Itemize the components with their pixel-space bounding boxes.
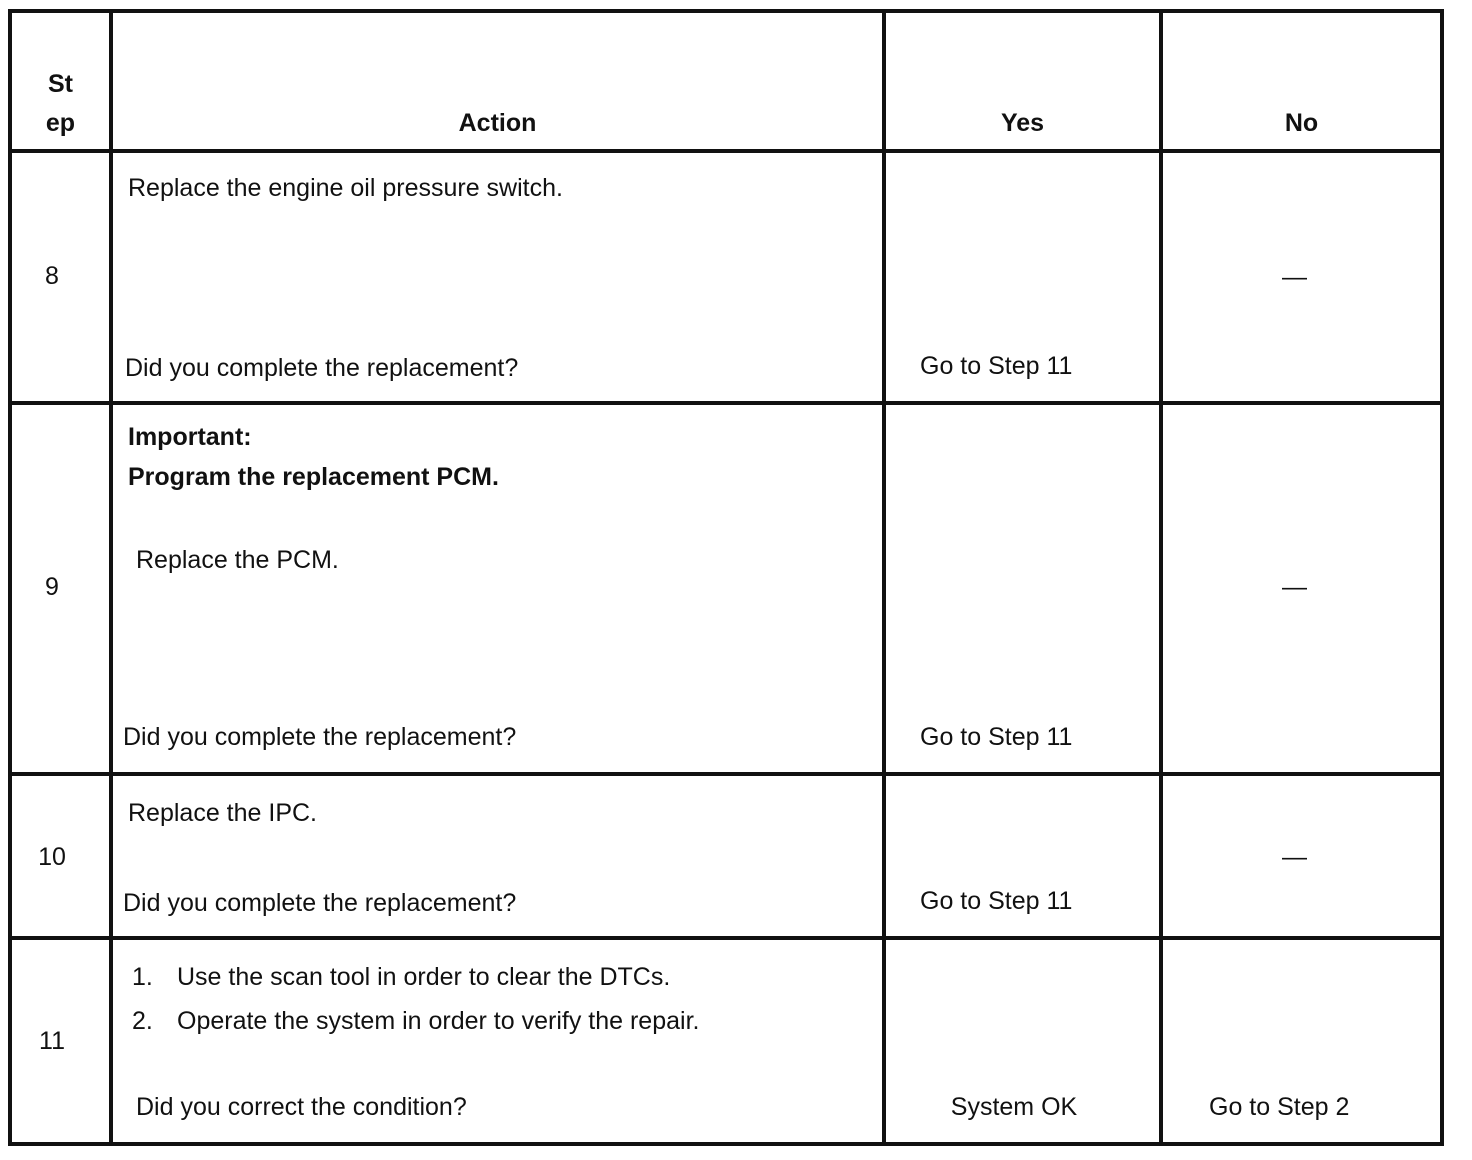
list-item-number: 1. [132, 963, 153, 991]
header-step-line1: St [48, 70, 73, 98]
table-border-bottom [8, 1142, 1444, 1146]
step-number: 9 [45, 573, 59, 601]
list-item-text: Use the scan tool in order to clear the DTCs. [177, 963, 671, 991]
action-question: Did you complete the replacement? [125, 354, 519, 382]
no-result: Go to Step 2 [1209, 1093, 1350, 1121]
yes-result: Go to Step 11 [920, 887, 1073, 915]
column-divider-step-action [109, 9, 113, 1146]
row-divider-header [8, 149, 1444, 153]
row-divider-8 [8, 401, 1444, 405]
step-number: 8 [45, 262, 59, 290]
column-divider-action-yes [882, 9, 886, 1146]
action-question: Did you correct the condition? [136, 1093, 467, 1121]
action-question: Did you complete the replacement? [123, 889, 517, 917]
action-text: Replace the PCM. [136, 546, 339, 574]
yes-result: Go to Step 11 [920, 723, 1073, 751]
list-item-number: 2. [132, 1007, 153, 1035]
table-border-top [8, 9, 1444, 13]
yes-result: Go to Step 11 [920, 352, 1073, 380]
important-text: Program the replacement PCM. [128, 463, 499, 491]
step-number: 10 [38, 843, 66, 871]
row-divider-10 [8, 936, 1444, 940]
action-question: Did you complete the replacement? [123, 723, 517, 751]
list-item-text: Operate the system in order to verify the repair. [177, 1007, 700, 1035]
header-step-line2: ep [45, 109, 76, 137]
action-text: Replace the IPC. [128, 799, 317, 827]
important-label: Important: [128, 423, 252, 451]
header-action: Action [458, 109, 537, 137]
table-border-right [1440, 9, 1444, 1146]
no-result: — [1282, 573, 1307, 601]
no-result: — [1282, 263, 1307, 291]
row-divider-9 [8, 772, 1444, 776]
header-no: No [1284, 109, 1319, 137]
yes-result: System OK [950, 1093, 1078, 1121]
step-number: 11 [39, 1027, 65, 1055]
action-text: Replace the engine oil pressure switch. [128, 174, 563, 202]
no-result: — [1282, 843, 1307, 871]
header-yes: Yes [1000, 109, 1045, 137]
